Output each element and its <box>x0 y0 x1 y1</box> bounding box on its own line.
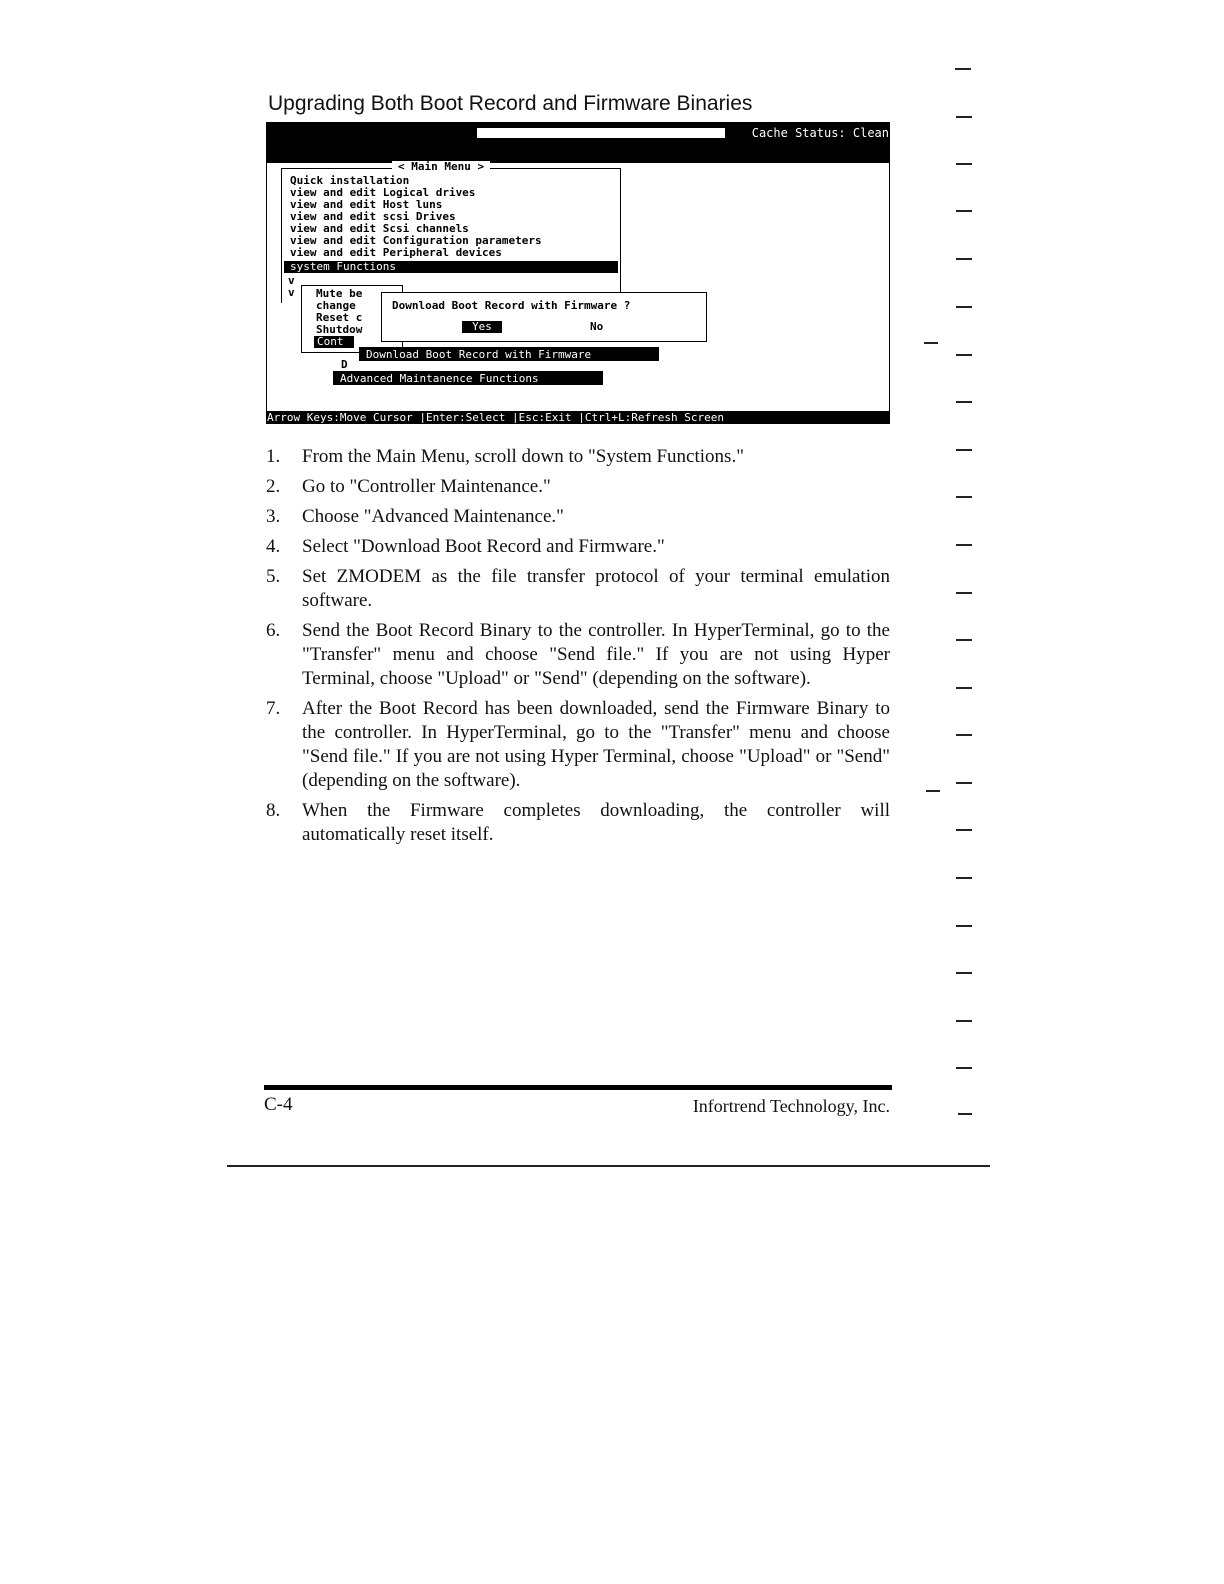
menu-item-configuration-parameters[interactable]: view and edit Configuration parameters <box>290 234 542 247</box>
scan-mark <box>956 496 972 498</box>
terminal-title-field <box>477 128 725 138</box>
step-text: Select "Download Boot Record and Firmware." <box>302 536 665 557</box>
step-number: 1. <box>266 446 281 467</box>
menu-item-quick-installation[interactable]: Quick installation <box>290 174 410 187</box>
sysfunc-item-controller-maintenance[interactable]: Cont <box>314 336 354 348</box>
menu-item-partial-v2: v <box>288 286 295 299</box>
main-menu-left-edge <box>281 283 282 303</box>
scan-mark <box>956 210 972 212</box>
partial-menu-letter: D <box>341 358 348 371</box>
download-boot-record-bar[interactable]: Download Boot Record with Firmware <box>359 347 659 361</box>
dialog-no-button[interactable]: No <box>590 320 604 333</box>
step-item <box>266 535 890 559</box>
menu-item-logical-drives[interactable]: view and edit Logical drives <box>290 186 476 199</box>
scan-mark <box>956 544 972 546</box>
scan-mark <box>926 790 940 792</box>
step-number: 4. <box>266 536 281 557</box>
sysfunc-item-mute-beeper[interactable]: Mute be <box>316 287 363 300</box>
menu-item-partial-v1: v <box>288 274 295 287</box>
menu-item-peripheral-devices[interactable]: view and edit Peripheral devices <box>290 246 502 259</box>
terminal-status-bar: Arrow Keys:Move Cursor |Enter:Select |Esc:Exit |Ctrl+L:Refresh Screen <box>267 411 890 424</box>
footer-company: Infortrend Technology, Inc. <box>692 1096 890 1116</box>
dialog-question: Download Boot Record with Firmware ? <box>392 299 631 312</box>
scan-mark <box>924 342 938 344</box>
sysfunc-item-reset-controller[interactable]: Reset c <box>316 311 363 324</box>
scan-mark <box>956 354 972 356</box>
scan-mark <box>955 68 971 70</box>
step-text: When the Firmware completes downloading, the controller will automatically reset itself. <box>302 800 890 845</box>
scan-mark <box>956 116 972 118</box>
scan-mark <box>956 687 972 689</box>
scan-mark <box>956 782 972 784</box>
step-item <box>266 505 890 529</box>
advanced-maintenance-bar[interactable]: Advanced Maintanence Functions <box>333 371 603 385</box>
step-item <box>266 475 890 499</box>
instruction-steps <box>266 445 890 853</box>
step-text: From the Main Menu, scroll down to "System Functions." <box>302 446 744 467</box>
step-number: 8. <box>266 800 281 821</box>
footer-rule <box>264 1085 892 1090</box>
scan-mark <box>956 734 972 736</box>
scan-mark <box>956 1067 972 1069</box>
step-text: After the Boot Record has been downloaded, send the Firmware Binary to the controller. In HyperTerminal, go to the "Transfer" menu and choose "Send file." If you are not using Hyper Terminal, choose "Upload" or "Send" (depending on the software). <box>302 698 890 791</box>
scan-mark <box>956 877 972 879</box>
scan-mark <box>956 1020 972 1022</box>
terminal-screenshot <box>266 122 890 424</box>
menu-item-host-luns[interactable]: view and edit Host luns <box>290 198 443 211</box>
scan-mark <box>956 972 972 974</box>
scan-mark <box>956 163 972 165</box>
scan-mark <box>956 401 972 403</box>
scan-mark <box>958 1113 972 1115</box>
step-item <box>266 565 890 613</box>
step-number: 7. <box>266 698 281 719</box>
step-text: Go to "Controller Maintenance." <box>302 476 551 497</box>
step-text: Choose "Advanced Maintenance." <box>302 506 564 527</box>
dialog-yes-button[interactable]: Yes <box>462 321 502 333</box>
main-menu-title: < Main Menu > <box>392 161 490 173</box>
step-item <box>266 799 890 847</box>
main-menu <box>281 160 621 303</box>
page-bottom-rule <box>227 1165 990 1167</box>
page-number: C-4 <box>264 1094 293 1115</box>
scan-mark <box>956 592 972 594</box>
scan-mark <box>956 829 972 831</box>
sysfunc-item-change-password[interactable]: change <box>316 299 356 312</box>
scan-mark <box>956 258 972 260</box>
step-number: 5. <box>266 566 281 587</box>
step-number: 6. <box>266 620 281 641</box>
step-item <box>266 619 890 691</box>
step-text: Send the Boot Record Binary to the controller. In HyperTerminal, go to the "Transfer" menu and choose "Send file." If you are not using Hyper Terminal, choose "Upload" or "Send" (depending on the software). <box>302 620 890 689</box>
terminal-top-bar <box>267 123 890 163</box>
step-number: 2. <box>266 476 281 497</box>
step-item <box>266 697 890 793</box>
sysfunc-item-shutdown-controller[interactable]: Shutdow <box>316 323 363 336</box>
scan-mark <box>956 639 972 641</box>
page-heading: Upgrading Both Boot Record and Firmware Binaries <box>268 92 753 115</box>
scan-mark <box>956 925 972 927</box>
menu-item-scsi-channels[interactable]: view and edit Scsi channels <box>290 222 469 235</box>
step-item <box>266 445 890 469</box>
scan-mark <box>956 449 972 451</box>
step-text: Set ZMODEM as the file transfer protocol of your terminal emulation software. <box>302 566 890 611</box>
menu-item-scsi-drives[interactable]: view and edit scsi Drives <box>290 210 456 223</box>
step-number: 3. <box>266 506 281 527</box>
confirm-dialog <box>381 292 707 342</box>
menu-item-system-functions[interactable]: system Functions <box>284 261 618 273</box>
scan-mark <box>956 306 972 308</box>
cache-status: Cache Status: Clean <box>751 126 889 140</box>
